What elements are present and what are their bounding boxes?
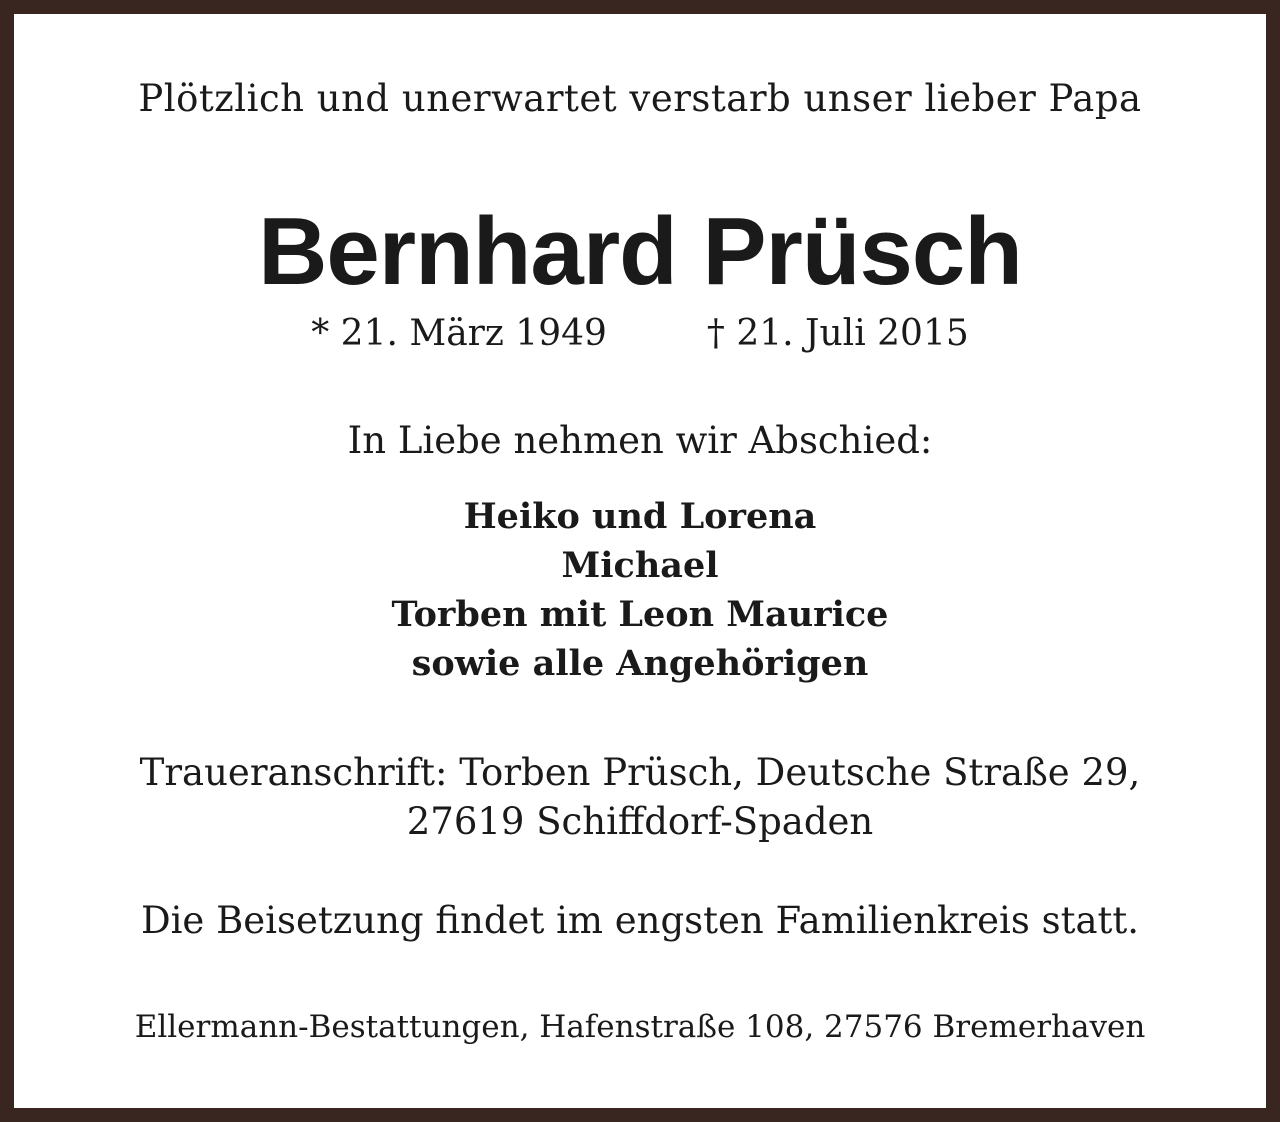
family-member: Heiko und Lorena [463,496,817,537]
birth-date: * 21. März 1949 [311,313,607,354]
address-line-2: 27619 Schiffdorf-Spaden [406,800,874,843]
intro-text: Plötzlich und unerwartet verstarb unser lieber Papa [138,77,1142,120]
family-member: sowie alle Angehörigen [411,643,869,684]
undertaker-info: Ellermann-Bestattungen, Hafenstraße 108, 27576 Bremerhaven [134,1009,1146,1045]
family-member: Michael [561,545,719,586]
life-dates [14,313,1266,354]
burial-note: Die Beisetzung findet im engsten Familienkreis statt. [140,899,1140,942]
address-line-1: Traueranschrift: Torben Prüsch, Deutsche Straße 29, [139,751,1141,794]
death-date: † 21. Juli 2015 [706,313,969,354]
farewell-text: In Liebe nehmen wir Abschied: [347,419,933,462]
mourning-address [14,748,1266,846]
deceased-name: Bernhard Prüsch [258,198,1022,305]
family-list [14,492,1266,688]
family-member: Torben mit Leon Maurice [391,594,889,635]
